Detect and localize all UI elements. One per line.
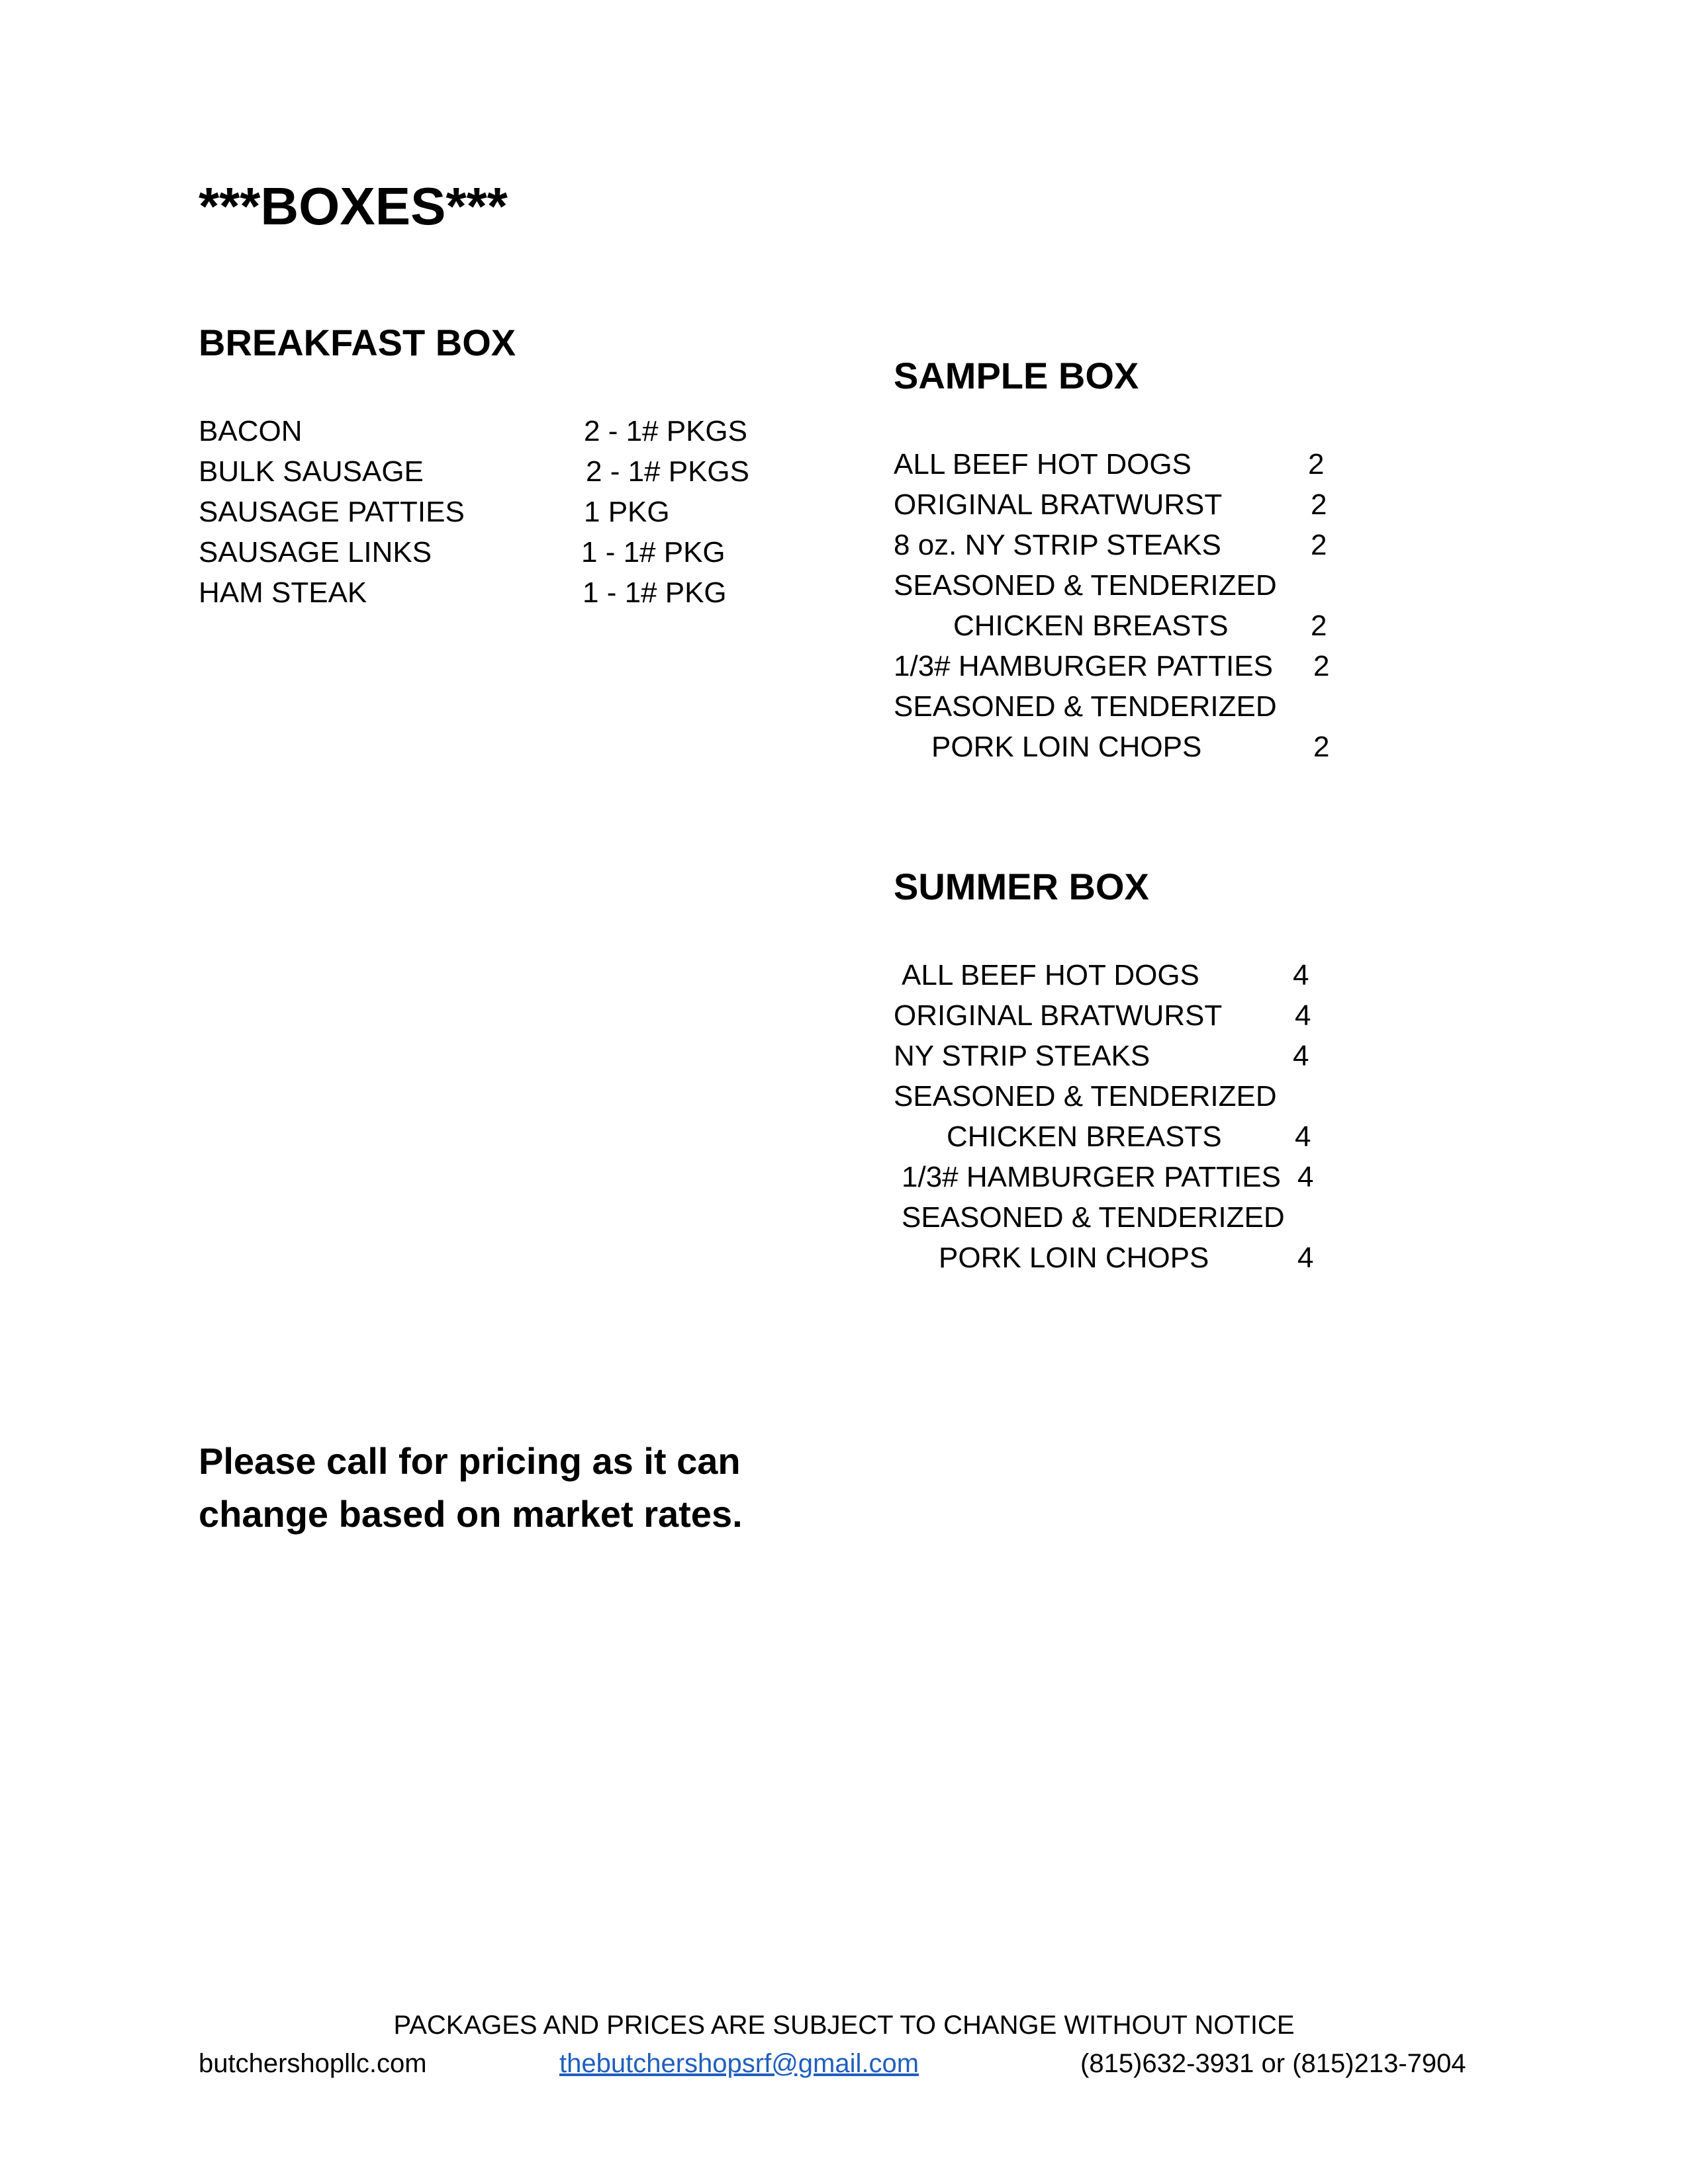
summer-item-name: SEASONED & TENDERIZED	[902, 1201, 1285, 1234]
sample-item-qty: 2	[1311, 488, 1327, 521]
pricing-note-line-2: change based on market rates.	[199, 1493, 743, 1535]
footer-website: butchershopllc.com	[199, 2049, 427, 2078]
breakfast-item-qty: 1 PKG	[584, 496, 670, 528]
sample-item-name: PORK LOIN CHOPS	[931, 731, 1202, 763]
summer-item-name: CHICKEN BREASTS	[947, 1120, 1222, 1153]
sample-item-name: SEASONED & TENDERIZED	[894, 569, 1277, 602]
sample-item-name: CHICKEN BREASTS	[953, 610, 1229, 642]
breakfast-item-name: BULK SAUSAGE	[199, 455, 424, 488]
sample-item-name: 1/3# HAMBURGER PATTIES	[894, 650, 1273, 682]
pricing-note-line-1: Please call for pricing as it can	[199, 1440, 741, 1482]
sample-item-qty: 2	[1308, 448, 1325, 480]
page-title: ***BOXES***	[199, 177, 508, 236]
sample-item-name: 8 oz. NY STRIP STEAKS	[894, 529, 1221, 561]
summer-item-qty: 4	[1293, 1040, 1309, 1072]
breakfast-item-qty: 2 - 1# PKGS	[586, 455, 750, 488]
breakfast-box-heading: BREAKFAST BOX	[199, 322, 516, 363]
sample-item-name: SEASONED & TENDERIZED	[894, 690, 1277, 723]
sample-item-qty: 2	[1311, 610, 1327, 642]
breakfast-item-qty: 2 - 1# PKGS	[584, 415, 748, 447]
sample-item-qty: 2	[1313, 731, 1330, 763]
breakfast-item-qty: 1 - 1# PKG	[581, 536, 726, 569]
summer-item-qty: 4	[1295, 1120, 1311, 1153]
summer-item-name: ALL BEEF HOT DOGS	[902, 959, 1199, 991]
summer-box-heading: SUMMER BOX	[894, 866, 1149, 907]
breakfast-item-name: HAM STEAK	[199, 576, 367, 609]
summer-item-qty: 4	[1293, 959, 1309, 991]
summer-item-name: 1/3# HAMBURGER PATTIES	[902, 1161, 1281, 1193]
breakfast-item-qty: 1 - 1# PKG	[583, 576, 727, 609]
breakfast-item-name: SAUSAGE PATTIES	[199, 496, 465, 528]
summer-item-name: ORIGINAL BRATWURST	[894, 999, 1223, 1032]
footer-phone: (815)632-3931 or (815)213-7904	[1080, 2049, 1466, 2078]
summer-item-name: NY STRIP STEAKS	[894, 1040, 1150, 1072]
summer-item-name: PORK LOIN CHOPS	[939, 1242, 1209, 1274]
summer-item-qty: 4	[1297, 1161, 1314, 1193]
footer-email-link[interactable]: thebutchershopsrf@gmail.com	[559, 2049, 919, 2078]
footer-notice: PACKAGES AND PRICES ARE SUBJECT TO CHANGE WITHOUT NOTICE	[393, 2011, 1295, 2040]
sample-item-qty: 2	[1313, 650, 1330, 682]
breakfast-item-name: SAUSAGE LINKS	[199, 536, 432, 569]
sample-box-heading: SAMPLE BOX	[894, 355, 1139, 396]
breakfast-item-name: BACON	[199, 415, 303, 447]
summer-item-qty: 4	[1297, 1242, 1314, 1274]
sample-item-qty: 2	[1311, 529, 1327, 561]
sample-item-name: ALL BEEF HOT DOGS	[894, 448, 1192, 480]
summer-item-name: SEASONED & TENDERIZED	[894, 1080, 1277, 1113]
summer-item-qty: 4	[1295, 999, 1311, 1032]
sample-item-name: ORIGINAL BRATWURST	[894, 488, 1223, 521]
